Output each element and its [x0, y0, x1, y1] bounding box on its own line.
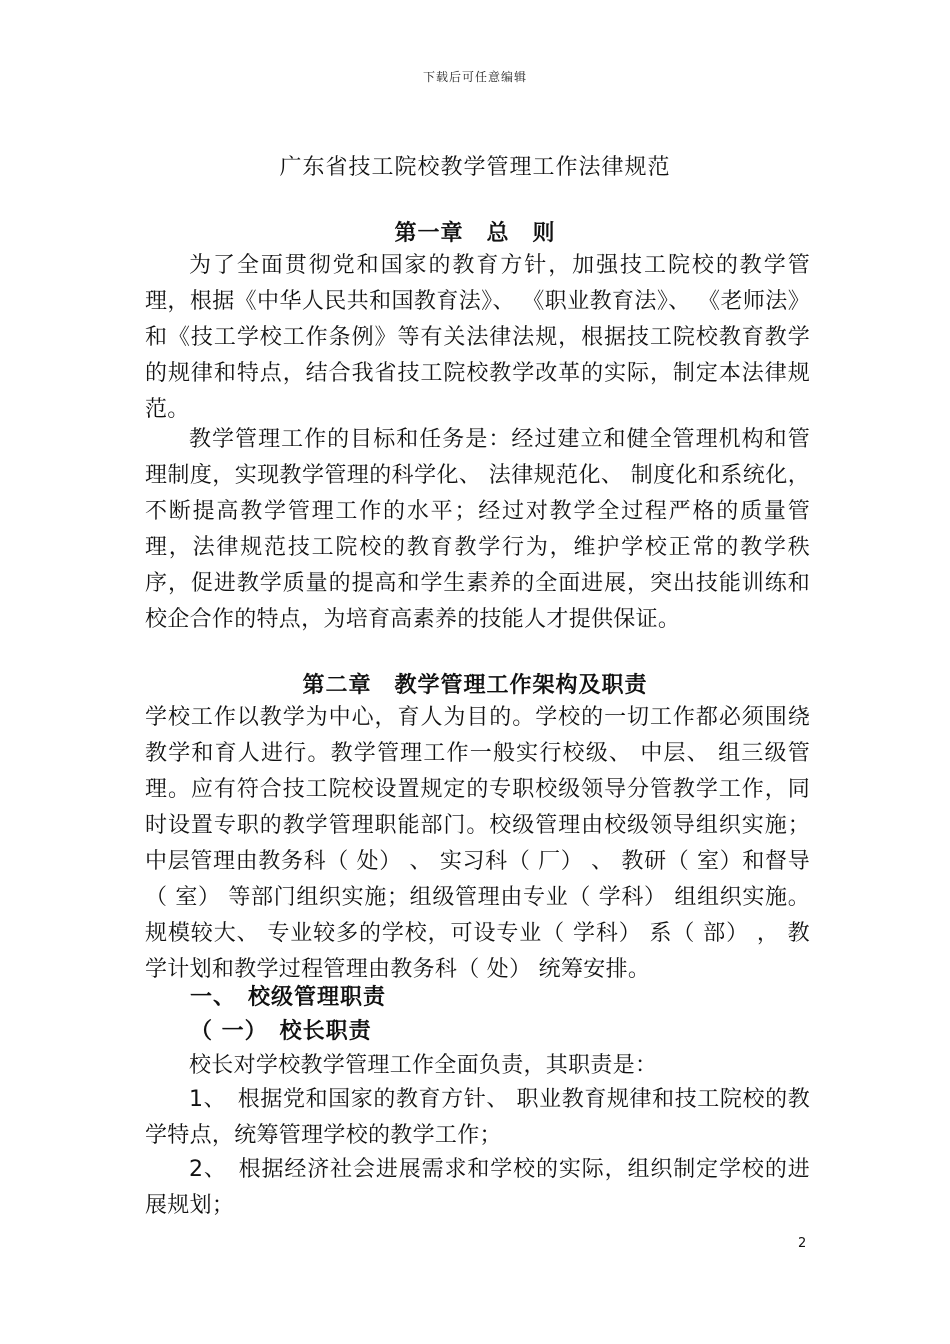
- chapter-1-paragraph-1: 为了全面贯彻党和国家的教育方针，加强技工院校的教学管理，根据《中华人民共和国教育法》、 《职业教育法》、 《老师法》和《技工学校工作条例》等有关法律法规，根据技工院校教育教学的规律和特点，结合我省技工院校教学改革的实际，制定本法律规范。: [145, 253, 810, 422]
- subsection-heading-principal: （ 一） 校长职责: [190, 1019, 372, 1044]
- chapter-1-paragraph-2: 教学管理工作的目标和任务是：经过建立和健全管理机构和管理制度，实现教学管理的科学化、 法律规范化、 制度化和系统化，不断提高教学管理工作的水平；经过对教学全过程严格的质量管理，法律规范技工院校的教育教学行为，维护学校正常的教学秩序，促进教学质量的提高和学生素养的全面进展，突出技能训练和校企合作的特点，为培育高素养的技能人才提供保证。: [145, 427, 810, 632]
- chapter-1-heading: 第一章 总 则: [394, 221, 556, 246]
- header-note: 下载后可任意编辑: [422, 70, 527, 84]
- section-heading-school-level: 一、 校级管理职责: [190, 985, 387, 1010]
- chapter-2-heading: 第二章 教学管理工作架构及职责: [302, 673, 648, 698]
- chapter-2-paragraph-1: 学校工作以教学为中心，育人为目的。学校的一切工作都必须围绕教学和育人进行。教学管理工作一般实行校级、 中层、 组三级管理。应有符合技工院校设置规定的专职校级领导分管教学工作，同时设置专职的教学管理职能部门。校级管理由校级领导组织实施；中层管理由教务科（ 处） 、 实习科（ 厂） 、 教研（ 室）和督导（ 室） 等部门组织实施；组级管理由专业（ 学科） 组组织实施。规模较大、 专业较多的学校，可设专业（ 学科） 系（ 部） ， 教学计划和教学过程管理由教务科（ 处） 统筹安排。: [145, 705, 810, 982]
- document-title: 广东省技工院校教学管理工作法律规范: [279, 155, 671, 180]
- duty-item-2: 2、 根据经济社会进展需求和学校的实际，组织制定学校的进展规划；: [145, 1157, 810, 1218]
- page-number: 2: [798, 1236, 807, 1251]
- duty-item-1: 1、 根据党和国家的教育方针、 职业教育规律和技工院校的教学特点，统筹管理学校的教学工作；: [145, 1087, 810, 1148]
- principal-duties-intro: 校长对学校教学管理工作全面负责，其职责是：: [189, 1053, 658, 1078]
